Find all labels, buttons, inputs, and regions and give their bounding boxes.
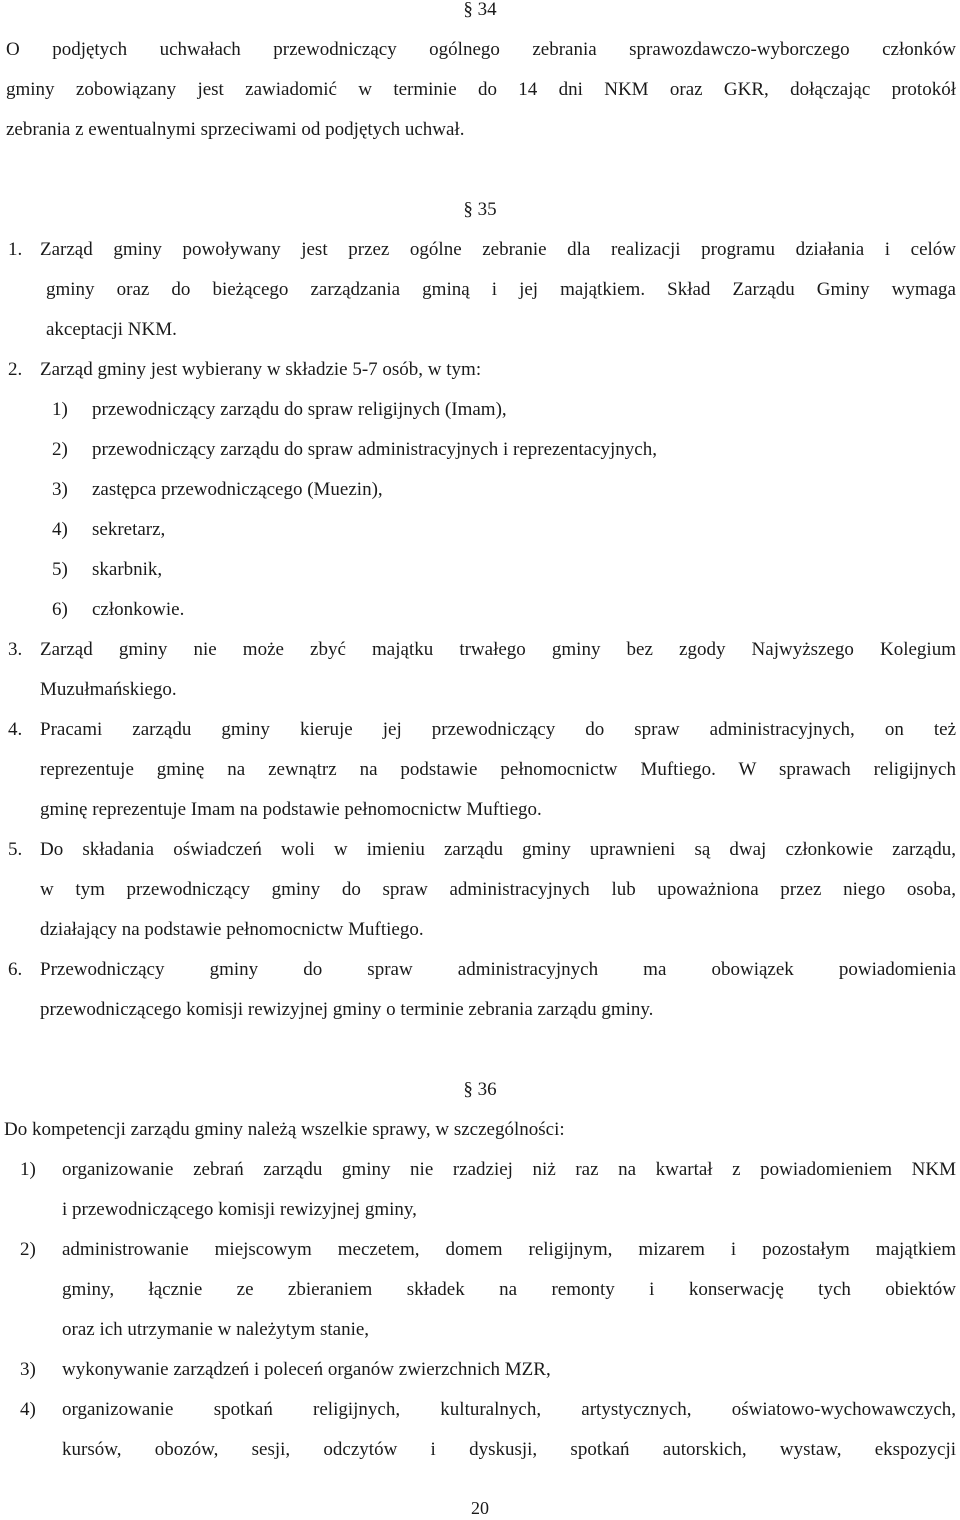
paragraph-3-line: Muzułmańskiego. <box>40 679 177 700</box>
paragraph-5-line: Do składania oświadczeń woli w imieniu zarządu gminy uprawnieni są dwaj członkowie zarządu, <box>40 839 956 860</box>
list-item-line: oraz ich utrzymanie w należytym stanie, <box>62 1319 370 1340</box>
list-item-text: zastępca przewodniczącego (Muezin), <box>92 479 383 500</box>
list-item-number: 1) <box>52 399 68 420</box>
paragraph-3-line: Zarząd gminy nie może zbyć majątku trwałego gminy bez zgody Najwyższego Kolegium <box>40 639 956 660</box>
section-36-heading: § 36 <box>463 1079 497 1100</box>
paragraph-1-line: gminy oraz do bieżącego zarządzania gminą i jej majątkiem. Skład Zarządu Gminy wymaga <box>46 279 956 300</box>
section-35-heading: § 35 <box>463 199 497 220</box>
section-34-heading: § 34 <box>463 0 497 20</box>
list-item-line: gminy, łącznie ze zbieraniem składek na remonty i konserwację tych obiektów <box>62 1279 956 1300</box>
paragraph-1-line: akceptacji NKM. <box>46 319 177 340</box>
list-item-line: organizowanie spotkań religijnych, kulturalnych, artystycznych, oświatowo-wychowawczych, <box>62 1399 956 1420</box>
paragraph-6-line: Przewodniczący gminy do spraw administracyjnych ma obowiązek powiadomienia <box>40 959 956 980</box>
list-item-number: 4) <box>52 519 68 540</box>
list-item-number: 3) <box>52 479 68 500</box>
list-item-line: wykonywanie zarządzeń i poleceń organów zwierzchnich MZR, <box>62 1359 551 1380</box>
list-item-line: i przewodniczącego komisji rewizyjnej gminy, <box>62 1199 417 1220</box>
paragraph-number: 1. <box>8 239 23 260</box>
paragraph-4-line: reprezentuje gminę na zewnątrz na podstawie pełnomocnictw Muftiego. W sprawach religijnych <box>40 759 956 780</box>
paragraph-5-line: w tym przewodniczący gminy do spraw administracyjnych lub upoważniona przez niego osoba, <box>40 879 956 900</box>
paragraph-5-line: działający na podstawie pełnomocnictw Muftiego. <box>40 919 424 940</box>
paragraph-4-line: Pracami zarządu gminy kieruje jej przewodniczący do spraw administracyjnych, on też <box>40 719 956 740</box>
paragraph-6-line: przewodniczącego komisji rewizyjnej gminy o terminie zebrania zarządu gminy. <box>40 999 654 1020</box>
paragraph-number: 5. <box>8 839 23 860</box>
list-item-number: 1) <box>20 1159 36 1180</box>
page-number: 20 <box>471 1498 489 1518</box>
list-item-line: administrowanie miejscowym meczetem, domem religijnym, mizarem i pozostałym majątkiem <box>62 1239 956 1260</box>
paragraph-2-intro: Zarząd gminy jest wybierany w składzie 5-7 osób, w tym: <box>40 359 482 380</box>
paragraph-number: 4. <box>8 719 23 740</box>
list-item-number: 2) <box>20 1239 36 1260</box>
list-item-number: 6) <box>52 599 68 620</box>
list-item-text: sekretarz, <box>92 519 166 540</box>
section-34-line: zebrania z ewentualnymi sprzeciwami od podjętych uchwał. <box>6 119 465 140</box>
list-item-text: przewodniczący zarządu do spraw religijnych (Imam), <box>92 399 507 420</box>
section-34-line: gminy zobowiązany jest zawiadomić w terminie do 14 dni NKM oraz GKR, dołączając protokół <box>6 79 956 100</box>
paragraph-1-line: Zarząd gminy powoływany jest przez ogólne zebranie dla realizacji programu działania i celów <box>40 239 956 260</box>
list-item-text: skarbnik, <box>92 559 163 580</box>
list-item-line: kursów, obozów, sesji, odczytów i dyskusji, spotkań autorskich, wystaw, ekspozycji <box>62 1439 956 1460</box>
list-item-text: członkowie. <box>92 599 185 620</box>
paragraph-number: 6. <box>8 959 23 980</box>
list-item-number: 3) <box>20 1359 36 1380</box>
list-item-line: organizowanie zebrań zarządu gminy nie rzadziej niż raz na kwartał z powiadomieniem NKM <box>62 1159 956 1180</box>
list-item-number: 4) <box>20 1399 36 1420</box>
list-item-number: 2) <box>52 439 68 460</box>
paragraph-number: 3. <box>8 639 23 660</box>
list-item-number: 5) <box>52 559 68 580</box>
paragraph-4-line: gminę reprezentuje Imam na podstawie pełnomocnictw Muftiego. <box>40 799 542 820</box>
paragraph-number: 2. <box>8 359 23 380</box>
section-36-intro: Do kompetencji zarządu gminy należą wszelkie sprawy, w szczególności: <box>4 1119 565 1140</box>
section-34-line: O podjętych uchwałach przewodniczący ogólnego zebrania sprawozdawczo-wyborczego członków <box>6 39 956 60</box>
list-item-text: przewodniczący zarządu do spraw administracyjnych i reprezentacyjnych, <box>92 439 657 460</box>
